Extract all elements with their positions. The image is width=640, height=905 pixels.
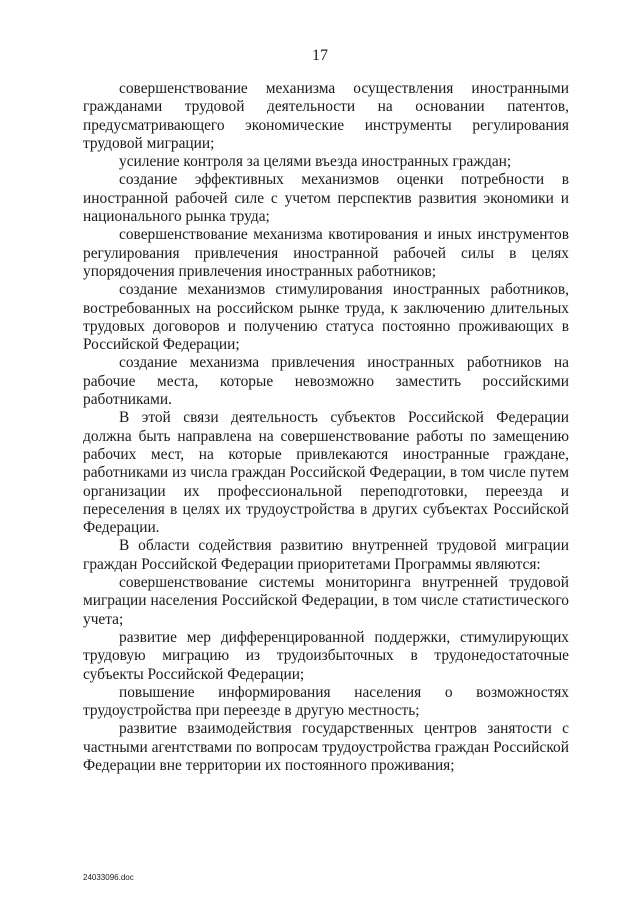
paragraph: совершенствование механизма осуществления иностранными гражданами трудовой деятельности на основании патентов, предусматривающего экономические инструменты регулирования трудовой миграции; xyxy=(83,80,569,152)
paragraph: усиление контроля за целями въезда иностранных граждан; xyxy=(119,153,512,171)
document-body xyxy=(83,80,569,775)
paragraph: совершенствование системы мониторинга внутренней трудовой миграции населения Российской Федерации, в том числе статистического учета; xyxy=(83,574,569,628)
paragraph: В этой связи деятельность субъектов Российской Федерации должна быть направлена на совершенствование работы по замещению рабочих мест, на которые привлекаются иностранные граждане, работниками из числа граждан Российской Федерации, в том числе путем организации их профессиональной переподготовки, переезда и переселения в целях их трудоустройства в других субъектах Российской Федерации. xyxy=(83,409,569,537)
paragraph: создание механизмов стимулирования иностранных работников, востребованных на российском рынке труда, к заключению длительных трудовых договоров и получению статуса постоянно проживающих в Российской Федерации; xyxy=(83,281,569,354)
paragraph: создание эффективных механизмов оценки потребности в иностранной рабочей силе с учетом перспектив развития экономики и национального рынка труда; xyxy=(83,171,569,226)
paragraph: повышение информирования населения о возможностях трудоустройства при переезде в другую местность; xyxy=(83,683,569,720)
paragraph: создание механизма привлечения иностранных работников на рабочие места, которые невозможно заместить российскими работниками. xyxy=(83,354,569,409)
page-number: 17 xyxy=(312,47,328,64)
paragraph: развитие взаимодействия государственных центров занятости с частными агентствами по вопросам трудоустройства граждан Российской Федерации вне территории их постоянного проживания; xyxy=(83,720,569,774)
paragraph: В области содействия развитию внутренней трудовой миграции граждан Российской Федерации приоритетами Программы являются: xyxy=(83,537,569,573)
document-filename-footer: 24033096.doc xyxy=(83,873,134,882)
paragraph: развитие мер дифференцированной поддержки, стимулирующих трудовую миграцию из трудоизбыточных в трудонедостаточные субъекты Российской Федерации; xyxy=(83,628,569,683)
paragraph: совершенствование механизма квотирования и иных инструментов регулирования привлечения иностранной рабочей силы в целях упорядочения привлечения иностранных работников; xyxy=(83,226,569,280)
